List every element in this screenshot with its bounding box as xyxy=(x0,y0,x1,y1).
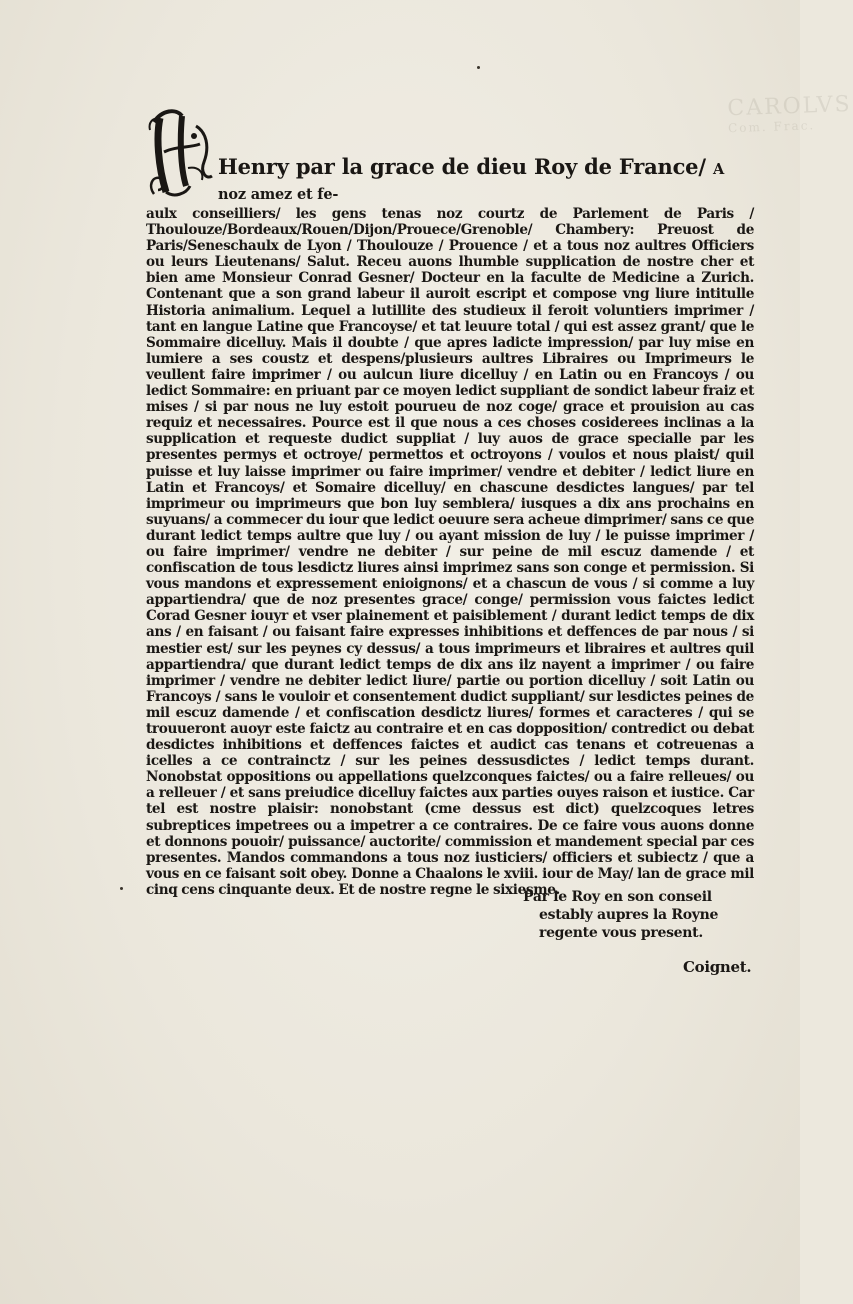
paper-speck xyxy=(120,887,123,890)
signature-line: regente vous present. xyxy=(539,925,703,941)
privilege-text-block xyxy=(146,106,754,898)
paper-speck xyxy=(477,66,480,69)
signature-block xyxy=(523,888,753,942)
decorated-initial-h xyxy=(146,106,214,202)
signature-line: estably aupres la Royne xyxy=(539,907,719,923)
heading-text: Henry par la grace de dieu Roy de France/ xyxy=(218,154,706,179)
signer-name: Coignet. xyxy=(683,958,752,976)
bleed-through-text: CAROLVS Com. Frac. xyxy=(726,91,853,136)
heading-line xyxy=(146,106,754,206)
heading-continuation: A noz amez et fe- xyxy=(218,161,724,203)
body-text: aulx conseilliers/ les gens tenas noz courtz de Parlement de Paris / Thoulouze/Bordeaux/Rouen/Dijon/Prouece/Grenoble/ Chambery: Preuost de Paris/Seneschaulx de Lyon / Thoulouze / Prouence / et a tous noz aultres Officiers ou leurs Lieutenans/ Salut. Receu auons lhumble supplication de nostre cher et bien ame Monsieur Conrad Gesner/ Docteur en la faculte de Medicine a Zurich. Contenant que a son grand labeur il auroit escript et compose vng liure intitulle Historia animalium. Lequel a lutillite des studieux il feroit voluntiers imprimer / tant en langue Latine que Francoyse/ et tat leuure total / qui est assez grant/ que le Sommaire dicelluy. Mais il doubte / que apres ladicte impression/ par luy mise en lumiere a ses coustz et despens/plusieurs aultres Libraires ou Imprimeurs le veullent faire imprimer / ou aulcun liure dicelluy / en Latin ou en Francoys / ou ledict Sommaire: en priuant par ce moyen ledict suppliant de sondict labeur fraiz et mises / si par nous ne luy estoit pourueu de noz coge/ grace et prouision au cas requiz et necessaires. Pource est il que nous a ces choses cosiderees inclinas a la supplication et requeste dudict suppliat / luy auos de grace specialle par les presentes permys et octroye/ permettos et octroyons / voulos et nous plaist/ quil puisse et luy laisse imprimer ou faire imprimer/ vendre et debiter / ledict liure en Latin et Francoys/ et Somaire dicelluy/ en chascune desdictes langues/ par tel imprimeur ou imprimeurs que bon luy semblera/ iusques a dix ans prochains en suyuans/ a commecer du iour que ledict oeuure sera acheue dimprimer/ sans ce que durant ledict temps aultre que luy / ou ayant mission de luy / le puisse imprimer / ou faire imprimer/ vendre ne debiter / sur peine de mil escuz damende / et confiscation de tous lesdictz liures ainsi imprimez sans son conge et permission. Si vous mandons et expressement enioignons/ et a chascun de vous / si comme a luy appartiendra/ que de noz presentes grace/ conge/ permission vous faictes ledict Corad Gesner iouyr et vser plainement et paisiblement / durant ledict temps de dix ans / en faisant / ou faisant faire expresses inhibitions et deffences de par nous / si mestier est/ sur les peynes cy dessus/ a tous imprimeurs et libraires et aultres quil appartiendra/ que durant ledict temps de dix ans ilz nayent a imprimer / ou faire imprimer / vendre ne debiter ledict liure/ partie ou portion dicelluy / soit Latin ou Francoys / sans le vouloir et consentement dudict suppliant/ sur lesdictes peines de mil escuz damende / et confiscation desdictz liures/ formes et caracteres / qui se trouueront auoyr este faictz au contraire et en cas dopposition/ contredict ou debat desdictes inhibitions et deffences faictes et audict cas tenans et cotreuenas a icelles a ce contrainctz / sur les peines dessusdictes / ledict temps durant. Nonobstat oppositions ou appellations quelzconques faictes/ ou a faire relleues/ ou a relleuer / et sans preiudice dicelluy faictes aux parties ouyes raison et iustice. Car tel est nostre plaisir: nonobstant (cme dessus est dict) quelzcoques letres subreptices impetrees ou a impetrer a ce contraires. De ce faire vous auons donne et donnons pouoir/ puissance/ auctorite/ commission et mandement special par ces presentes. Mandos commandons a tous noz iusticiers/ officiers et subiectz / que a vous en ce faisant soit obey. Donne a Chaalons le xviii. iour de May/ lan de grace mil cinq cens cinquante deux. Et de nostre regne le sixiesme. xyxy=(146,206,754,898)
signature-line: Par le Roy en son conseil xyxy=(523,889,712,905)
